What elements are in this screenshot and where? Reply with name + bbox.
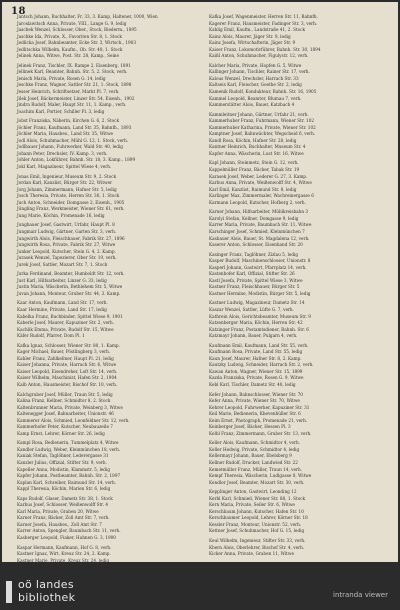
directory-entry: Kasperl Johann, Gastwirt, Pfarrplatz 14, verh. <box>209 264 307 270</box>
directory-entry: Karrer Anton, Spengler, Baumbach Str. 11, verh. <box>17 528 121 534</box>
directory-entry: Kahler Franz, Zahlkellner, Haupt Pl. 21, ledig <box>17 355 114 361</box>
directory-entry: Junker Leopold, Kutscher, Stein G. 4, 2. Kamp. <box>17 248 116 254</box>
directory-entry: Kempf Theresia, Wäscherin, Ludlgasse 8, Witwe <box>209 473 312 479</box>
directory-entry: Katzenberger Maria, Köchin, Herren Str. 42 <box>209 320 303 326</box>
directory-entry: Jindra Rudolf, Maler, Haupt Str. 11, 1. Kamp., verh. <box>17 102 127 108</box>
directory-entry: Kainz Josefa, Wirtschafterin, Jäger Str. 9 <box>209 40 296 46</box>
directory-entry: Keim Ernst, Photograph, Promenade 21, verh. <box>209 417 308 423</box>
directory-entry: Kastner Marie, Private, Kreuz Str. 24, ledig <box>17 557 110 563</box>
directory-entry: Karl Emil, Kanzlist, Raimund Str. 8, ledig <box>209 186 297 192</box>
directory-entry: Juch Anton, Schneider, Domgasse 2, Eisenh., 1905 <box>17 199 125 205</box>
directory-entry: Kainz Alois, Maurer, Jäger Str. 9, ledig <box>209 33 291 39</box>
directory-entry: Jenisch Maria, Private, Rosen G. 14, ledig <box>17 75 106 81</box>
directory-entry: Jobst Franziska, Näherin, Kirchen G. 6, 2. Stock <box>17 118 120 124</box>
directory-entry: Jungwirth Alois, Fleischhauer, Fabrik Str. 27, 1896 <box>17 235 125 241</box>
directory-entry: Kendler Josef, Beamter, Mozart Str. 30, verh. <box>209 479 305 485</box>
directory-entry: Kastenhofer Karl, Offizial, Stifter Str. 26 <box>209 271 295 277</box>
directory-entry: Kammerhuber Franz, Fuhrmann, Wiener Str. 102 <box>209 118 315 124</box>
directory-entry: Kaar Anton, Kaufmann, Land Str. 17, verh. <box>17 300 108 306</box>
directory-entry: Johler Anton, Lokführer, Bahnh. Str. 18, 3. Kamp., 1899 <box>17 157 136 163</box>
directory-entry: Jedlicka Josef, Bahnbeamter, Ecke Str. 3, Wirtsch., 1903 <box>17 40 136 46</box>
directory-entry: Kantner Heinrich, Buchhalter, Museum Str. 4 <box>209 144 306 150</box>
directory-entry: Kaltseis Karl, Fleischer, Goethe Str. 2, ledig <box>209 82 302 88</box>
logo-text-line-1[interactable]: oö landes <box>18 578 74 591</box>
directory-entry: Kaberle Josef, Maurer, Kapuziner Str. 2, verh. <box>17 320 114 326</box>
directory-entry: Kastner Franz, Fleischhauer, Bürger Str. 5 <box>209 284 300 290</box>
directory-entry: Kachlik Emma, Private, Rudolf Str. 15, Witwe <box>17 326 114 332</box>
directory-entry: Kaltenegger Josef, Bahnarbeiter, Unionstr. 46 <box>17 411 114 417</box>
directory-entry: Kelbl Franz, Zimmermann, Gruber Str. 13, verh. <box>209 430 312 436</box>
directory-entry: Kepplinger Anton, Gastwirt, Leonding 12 <box>209 489 297 495</box>
directory-entry: Kager Michael, Bauer, Pöstlingberg 3, verh. <box>17 349 111 355</box>
directory-entry: Jöchler Franz, Kaufmann, Land Str. 35, Bahnfh., 1893 <box>17 124 132 130</box>
directory-entry: Jungbauer Josef, Gastwirt, Urfahr, Haupt Pl. 8 <box>17 222 115 228</box>
left-column <box>17 14 197 563</box>
directory-entry: Kemetmüller Franz, Müller, Traun 14, verh. <box>209 466 302 472</box>
directory-entry: Karlinger Max, Zimmermaler, Wachreinergasse 6 <box>209 193 314 199</box>
directory-entry: Kahlig Emil, Kaufm., Landstraße 41, 2. Stock <box>209 27 306 33</box>
right-column <box>209 14 389 556</box>
directory-entry: Jelinek Anna, Witwe, Post. Str. 28, Kamp., Seine <box>17 53 119 59</box>
directory-entry: Josch Theresia, Private, Herren Str. 30, 1. Stock <box>17 193 120 199</box>
directory-entry: Jaroslawitsch Anna, Private, VIII., Lange G. 9, ledig <box>17 20 127 26</box>
directory-entry: Kasbauer Alois, Bauer, St. Magdalena 12, verh. <box>209 235 310 241</box>
directory-entry: Karasek Josef, Weber, Lederer G. 27, 3. Kamp. <box>209 173 308 179</box>
directory-entry: Käfer Rudolf, Pfarrer, Dom Pl. 1 <box>17 333 85 339</box>
directory-entry: Keil Marie, Bedienerin, Khevenhüller Str. 6 <box>209 411 301 417</box>
directory-entry: Jellinek Karl, Beamter, Bahnh. Str. 5, 2. Stock, verh. <box>17 69 128 75</box>
directory-entry: Jaschke Ida, Private, X., Favoriten Str. 8, 1. Stock <box>17 33 122 39</box>
directory-entry: Jungwirth Rosa, Private, Fabrik Str. 27, Witwe <box>17 242 116 248</box>
directory-entry: Keul Wilhelm, Ingenieur, Stifter Str. 33, verh. <box>209 538 306 544</box>
directory-entry: Kammerhuber Katharina, Private, Wiener Str. 102 <box>209 124 316 130</box>
viewer-credit[interactable]: intranda viewer <box>333 591 388 599</box>
directory-entry: Kaiser Wilhelm, Maschinist, Hafen Str. 2, 1904 <box>17 375 117 381</box>
directory-entry: Jedlitschka Wilhelm, Kaufm., Ob. Str. 48, 1. Stock <box>17 46 123 52</box>
directory-entry: Keller Alois, Kaufmann, Schmidtor 4, verh. <box>209 440 301 446</box>
directory-entry: Kalcher Maria, Private, Hopfen G. 5, Witwe <box>209 62 302 68</box>
directory-entry: Jöchler Maria, Hausbes., Land Str. 35, Witwe <box>17 131 114 137</box>
directory-entry: Jurasek Wenzel, Tapezierer, Ober Str. 19, verh. <box>17 255 117 261</box>
directory-entry: Kamptner Josef, Bahnwächter, Wegscheid 6, verh. <box>209 131 316 137</box>
directory-entry: Jorg Johann, Zimmermann, Hafner Str. 5, ledig <box>17 186 117 192</box>
directory-entry: Kerbl Karl, Schmied, Wiener Str. 88, 1. Stock <box>209 495 306 501</box>
directory-entry: Kaiser Johanna, Private, Harrach Str. 6, Witwe <box>17 362 117 368</box>
directory-entry: Keller Hedwig, Private, Schmidtor 4, ledig <box>209 446 300 452</box>
directory-entry: Kasper Rudolf, Maschinenschlosser, Unionstr. 8 <box>209 258 311 264</box>
directory-entry: Kaufmann Rosa, Private, Land Str. 55, ledig <box>209 349 303 355</box>
directory-entry: Karmann Leopold, Kutscher, Hofberg 2, verh. <box>209 199 306 205</box>
directory-entry: Kaszar Wenzel, Sattler, Lüfte G. 7, verh. <box>209 306 294 312</box>
directory-entry: Katzinger Franz, Postamtsdiener, Bahnh. Str. 6 <box>209 326 309 332</box>
directory-entry: Kefer Anna, Private, Wiener Str. 70, Witwe <box>209 398 300 404</box>
directory-entry: Karl Maria, Private, Graben 20, Witwe <box>17 508 99 514</box>
logo-text-line-2[interactable]: bibliothek <box>18 591 76 604</box>
directory-entry: Kapfer Johann, Postbeamter, Bahnh. Str. 2, 1897 <box>17 473 121 479</box>
directory-entry: Kazda Franziska, Private, Rosen G. 9, Witwe <box>209 375 304 381</box>
directory-entry: Kaißl Anton, Schuhmacher, Figulystr. 12, verh. <box>209 53 309 59</box>
directory-entry: Karner Josefa, Hausbes., Zoll Amt Str. 7 <box>17 521 102 527</box>
directory-entry: Kammerstätter Alois, Bauer, Katzbach 4 <box>209 102 295 108</box>
directory-entry: Kafka Josef, Wagenmeister, Herren Str. 11, Bahnfh. <box>209 14 318 19</box>
directory-entry: Kaps Rudolf, Glaser, Dametz Str. 38, 1. Stock <box>17 495 113 501</box>
directory-entry: Kastner Ignaz, Wirt, Kreuz Str. 24, 2. Kamp. <box>17 551 111 557</box>
directory-entry: Kaun Josef, Maurer, Hafner Str. 8, 2. Kamp. <box>209 355 302 361</box>
directory-entry: Karolyi Stefan, Kellner, Domgasse 9, ledig <box>209 215 299 221</box>
directory-entry: Kamp Ernst, Lehrer, Körner Str. 26, ledig <box>17 430 105 436</box>
directory-entry: Jilek Josef, Bäckermeister, Linzer Str. 54, Eisenh., 1902 <box>17 95 135 101</box>
directory-entry: Kampl Rosa, Bedienerin, Tummelplatz 4, Witwe <box>17 440 119 446</box>
directory-entry: Jelinek Franz, Tischler, IX. Rampe 2, Eisenberg, 1891 <box>17 62 131 68</box>
directory-entry: Jonas Emil, Ingenieur, Museum Str. 9, 2. Stock <box>17 173 117 179</box>
directory-entry: Kawan Anton, Wagner, Wiener Str. 15, 1899 <box>209 368 303 374</box>
directory-entry: Jaschek Wenzel, Schlosser, Ober., Stock, Biederm., 1895 <box>17 27 137 33</box>
directory-entry: Kicker Anna, Private, Graben 11, Witwe <box>209 551 294 557</box>
directory-entry: Kastl Josefa, Private, Spittel Wiese 3, Witwe <box>209 277 303 283</box>
directory-entry: Kammleitner Johann, Gärtner, Urfahr 21, verh. <box>209 111 309 117</box>
directory-entry: Kappelmüller Franz, Bäcker, Tabak Str. 19 <box>209 167 300 173</box>
directory-entry: Joachim Karl, Portier, Schiller Pl. 3, ledig <box>17 108 105 114</box>
directory-entry: Kessler Franz, Monteur, Unionstr. 52, verh. <box>209 521 302 527</box>
directory-entry: Kaspar Hermann, Kaufmann, Hof G. 8, verh. <box>17 544 112 550</box>
directory-entry: Kaniak Stefan, Taglöhner, Lederergasse 31 <box>17 453 109 459</box>
directory-entry: Johann Peter, Drechsler, IV. Kamp. 3, verh. <box>17 150 108 156</box>
directory-entry: Kanzler Julius, Offizial, Stifter Str. 9, verh. <box>17 460 107 465</box>
directory-entry: Kaufmann Emil, Kaufmann, Land Str. 55, verh. <box>209 342 309 348</box>
directory-entry: Kasberger Leopold, Fiaker, Hahnen G. 3, 1900 <box>17 535 116 541</box>
directory-entry: Kettner Josef, Schuhmacher, Hof G. 15, ledig <box>209 528 305 534</box>
directory-entry: Kerschbaumer Leopold, Lehrer, Körner Str. 18 <box>209 515 308 521</box>
directory-entry: Kehrer Leopold, Fuhrwerker, Kapuziner Str. 31 <box>209 404 310 410</box>
directory-entry: Kefer Johann, Bahnschlosser, Wiener Str. 70 <box>209 391 303 397</box>
directory-entry: Khern Alois, Oberlehrer, Bischof Str. 4, verh. <box>209 544 305 550</box>
directory-entry: Kaiser Franz, Lokomotivführer, Bahnh. Str. 30, 1894 <box>209 46 321 52</box>
page-number: 18 <box>11 6 26 17</box>
directory-entry: Kaserer Anton, Schlosser, Eisenhand Str. 20 <box>209 242 303 248</box>
directory-entry: Just Karl, Hilfsarbeiter, Linzer G. 33, ledig <box>17 277 107 283</box>
directory-entry: Kaiser Leopold, Eisendreher, Loft Str. 14, verh. <box>17 368 118 374</box>
directory-entry: Kaplan Karl, Schreiber, Raimund Str. 14, verh. <box>17 479 116 485</box>
directory-entry: Kallinger Johann, Tischler, Rainer Str. 17, verh. <box>209 69 310 75</box>
directory-entry: Kandl Rosa, Köchin, Hafner Str. 28, ledig <box>209 137 297 143</box>
directory-entry: Karrer Maria, Private, Baumbach Str. 11, Witwe <box>209 222 312 228</box>
directory-entry: Karner Johann, Hilfsarbeiter, Mühlkreisbahn 3 <box>209 209 309 215</box>
directory-entry: Keinberger Josef, Bäcker, Hessen Pl. 3 <box>209 424 291 430</box>
directory-entry: Kandler Ludwig, Weber, Kleinmünchen 18, verh. <box>17 446 121 452</box>
directory-entry: Kerschbaum Johann, Kutscher, Hafen Str. 10 <box>209 508 304 514</box>
directory-entry: Kalb Anton, Hausmeister, Bischof Str. 10, verh. <box>17 381 118 387</box>
directory-entry: Kebl Karl, Tischler, Dametz Str. 40, ledig <box>209 381 296 387</box>
directory-entry: Kammel Leopold, Beamter, Blumau 7, verh. <box>209 95 302 101</box>
directory-entry: Kellermayr Johann, Bauer, Ebelsberg 9 <box>209 453 292 459</box>
directory-entry: Kabelka Franz, Buchbinder, Spittel Wiese 9, 1901 <box>17 313 123 319</box>
directory-entry: Kasinger Franz, Taglöhner, Zizlau 5, ledig <box>209 251 299 257</box>
directory-entry: Karschinger Josef, Schmied, Kleinmünchen 7 <box>209 228 305 234</box>
library-logo-icon[interactable] <box>6 581 12 603</box>
directory-entry: Kautzky Ludwig, Schneider, Harrach Str. 2, verh. <box>209 362 314 368</box>
directory-entry: Juvan Johann, Monteur, Gruber Str. 44, 3. Kamp. <box>17 290 121 296</box>
directory-entry: Kathrein Alois, Gerichtsbeamter, Museum Str. 9 <box>209 313 311 319</box>
directory-entry: Katzmayr Johann, Bauer, Pulgarn 4, verh. <box>209 333 298 339</box>
directory-entry: Jurek Josef, Sattler, Mozart Str. 7, 1. Stock <box>17 261 108 267</box>
directory-entry: Kaltenbrunner Maria, Private, Weinberg 3, Witwe <box>17 404 123 410</box>
directory-entry: Justin Maria, Wäscherin, Bethlehem Str. 5, Witwe <box>17 284 123 290</box>
directory-entry: Jokl Karl, Magazineur, Spittel Wiese 4, verh. <box>17 164 112 170</box>
directory-entry: Kammerhofer Peter, Kutscher, Neubauzeile 7 <box>17 424 113 430</box>
directory-entry: Kalina Franz, Kellner, Schmidtor 8, 2. Stock <box>17 398 111 404</box>
directory-entry: Kagerer Franz, Hausmeister, Fadinger Str. 3, verh. <box>209 20 318 26</box>
directory-entry: Karbus Josef, Schlosser, Weißenwolff Str. 4 <box>17 502 109 508</box>
directory-entry: Kammerer Alois, Schmied, Leonfeldner Str. 12, verh. <box>17 417 130 423</box>
directory-entry: Jodl Alois, Schuhmacher, Mühl G. 12, 1. Stock, verh. <box>17 137 129 143</box>
directory-entry: Karner Franz, Bäcker, Zoll Amt Str. 7, verh. <box>17 515 110 521</box>
directory-entry: Jüngling Franz, Werkmeister, Wiener Str. 61, verh. <box>17 206 125 212</box>
directory-entry: Karbus Anna, Private, Weißenwolff Str. 4, Witwe <box>209 180 312 186</box>
directory-entry: Kaar Hermine, Private, Land Str. 17, ledig <box>17 306 107 312</box>
directory-entry: Jantsch Johann, Buchhalter, Fr. 33, 3. Kamp, Haltener, 1000, Wien <box>17 14 158 19</box>
directory-entry: Jodlbauer Johann, Fuhrwerker, Wald Str. 40, ledig <box>17 144 123 150</box>
directory-entry: Jurka Ferdinand, Beamter, Humboldt Str. 12, verh. <box>17 271 125 277</box>
directory-entry: Kalchgruber Josef, Müller, Traun Str. 5, ledig <box>17 391 113 397</box>
directory-entry: Jordan Karl, Kanzlist, Bürger Str. 22, Witwer <box>17 180 113 186</box>
directory-entry: Kastner Hermine, Modistin, Bürger Str. 5, ledig <box>209 290 311 296</box>
directory-entry: Kamenik Rudolf, Kondukteur, Bahnh. Str. 16, 1905 <box>209 89 317 95</box>
directory-entry: Kern Maria, Private, Seiler Str. 6, Witwe <box>209 502 295 508</box>
directory-entry: Kapfer Anna, Wäscherin, Lust Str. 16, Witwe <box>209 150 304 156</box>
directory-entry: Kafka Ignaz, Schlosser, Wiener Str. 80, 1. Kamp. <box>17 342 120 348</box>
directory-entry: Jung Marie, Köchin, Promenade 16, ledig <box>17 212 105 218</box>
viewer-footer <box>0 575 400 610</box>
directory-entry: Kalous Wenzel, Drechsler, Harrach Str. 33 <box>209 75 299 81</box>
directory-entry: Kastner Ludwig, Magazineur, Dametz Str. 14 <box>209 300 305 306</box>
directory-entry: Kellner Rudolf, Drucker, Landwied Str. 22 <box>209 460 298 465</box>
directory-entry: Kapeller Anna, Modistin, Klammstr. 5, ledig <box>17 466 110 472</box>
directory-entry: Kapl Johann, Steinmetz, Stein G. 12, verh. <box>209 160 299 166</box>
directory-entry: Jungmair Ludwig, Gärtner, Garten Str. 3, verh. <box>17 228 117 234</box>
directory-entry: Jesser Heinrich, Schriftsetzer, Markt Pl. 7, verh. <box>17 89 120 95</box>
directory-entry: Jeschke Franz, Wagner, Sattler Str. 21, 1. Stock, 1898 <box>17 82 132 88</box>
scanned-page <box>2 2 398 562</box>
directory-entry: Kappl Theresia, Köchin, Marien Str. 6, ledig <box>17 486 111 492</box>
